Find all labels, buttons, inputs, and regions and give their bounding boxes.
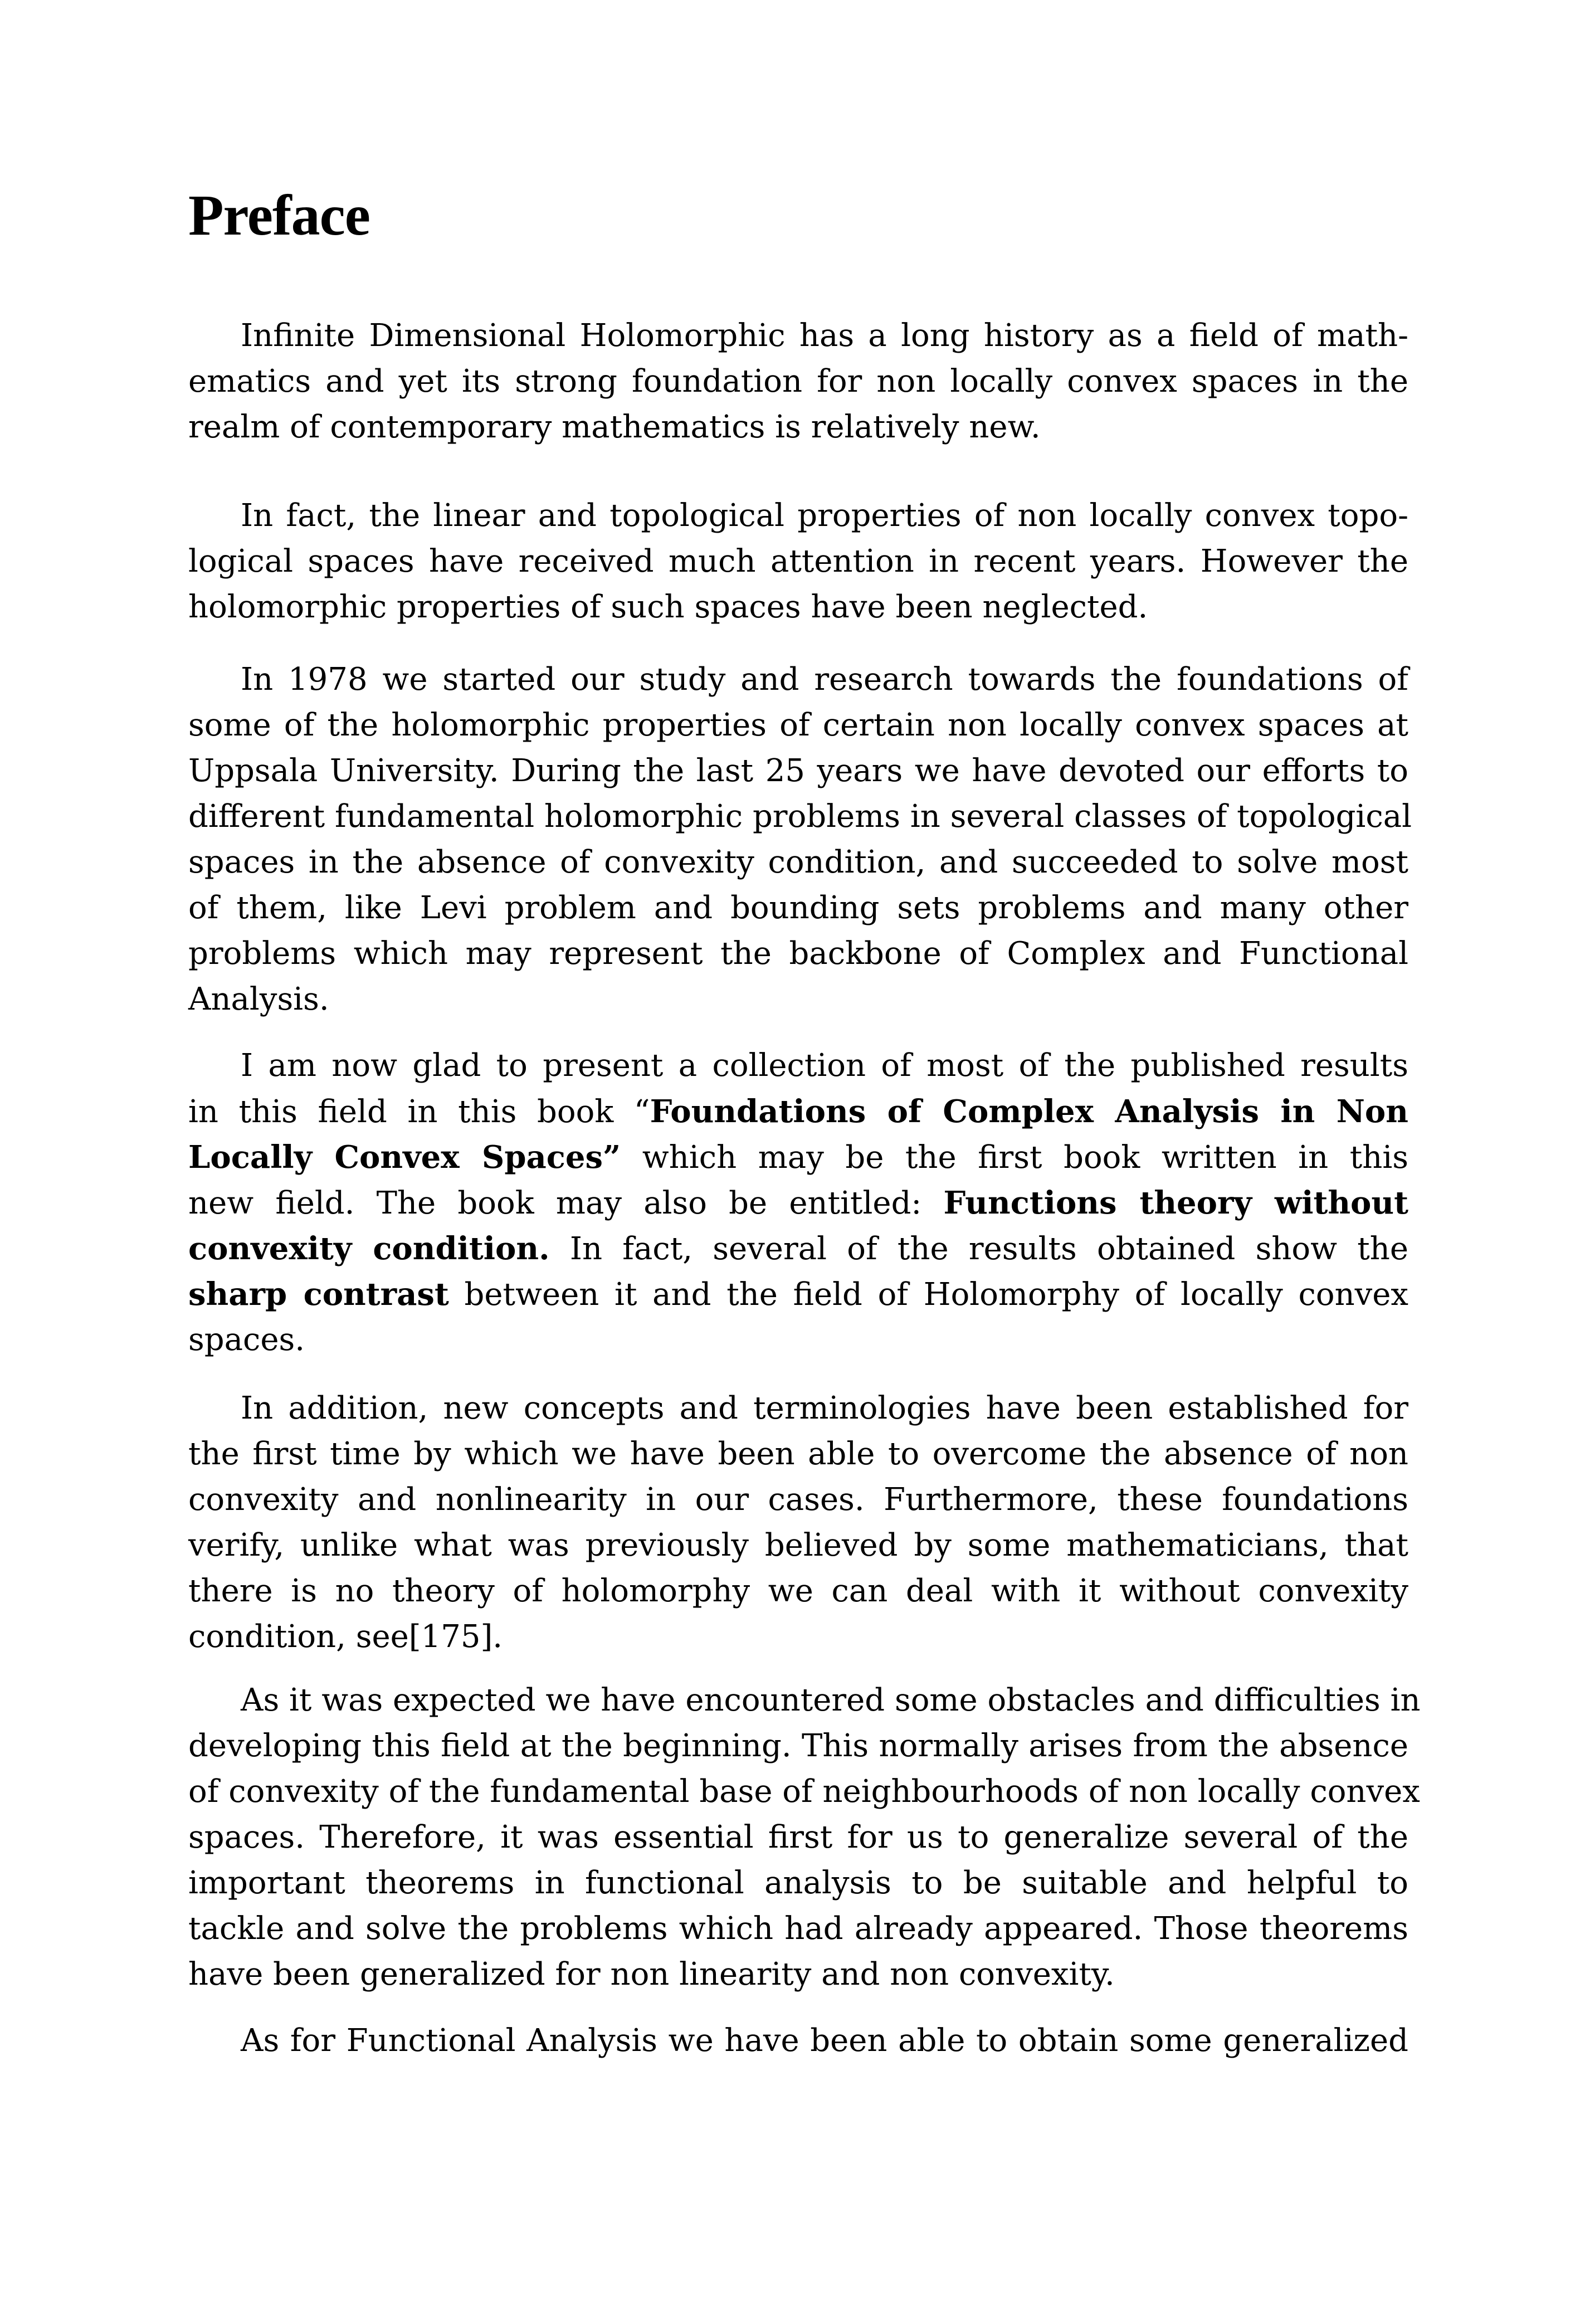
text-line: Locally Convex Spaces” which may be the first book written in this <box>188 1139 1409 1176</box>
text-line: spaces. <box>188 1322 305 1358</box>
text-line: of convexity of the fundamental base of neighbourhoods of non locally convex <box>188 1774 1420 1810</box>
text-line: In addition, new concepts and terminologies have been established for <box>241 1390 1408 1426</box>
text-line: Infinite Dimensional Holomorphic has a long history as a field of math- <box>241 318 1408 354</box>
text-line: Uppsala University. During the last 25 years we have devoted our efforts to <box>188 753 1408 789</box>
text-line: In 1978 we started our study and research towards the foundations of <box>241 661 1408 698</box>
text-line: holomorphic properties of such spaces have been neglected. <box>188 589 1148 625</box>
text-line: different fundamental holomorphic problems in several classes of topological <box>188 798 1412 835</box>
text-line: developing this field at the beginning. This normally arises from the absence <box>188 1728 1408 1764</box>
text-line: of them, like Levi problem and bounding sets problems and many other <box>188 890 1408 926</box>
bold-phrase: convexity condition. <box>188 1230 550 1267</box>
text-line: new field. The book may also be entitled: Functions theory without <box>188 1185 1408 1221</box>
text-line: Analysis. <box>188 981 329 1017</box>
text-line: convexity and nonlinearity in our cases. Furthermore, these foundations <box>188 1482 1408 1518</box>
text-line: important theorems in functional analysis to be suitable and helpful to <box>188 1865 1408 1901</box>
text-line: spaces in the absence of convexity condition, and succeeded to solve most <box>188 844 1408 880</box>
text-line: convexity condition. In fact, several of the results obtained show the <box>188 1230 1408 1267</box>
text-line: problems which may represent the backbone of Complex and Functional <box>188 936 1408 972</box>
text-line: in this field in this book “Foundations of Complex Analysis in Non <box>188 1093 1408 1130</box>
text-line: As for Functional Analysis we have been able to obtain some generalized <box>241 2023 1408 2059</box>
page-title: Preface <box>188 183 370 247</box>
text-line: there is no theory of holomorphy we can deal with it without convexity <box>188 1573 1408 1609</box>
text-line: the first time by which we have been able to overcome the absence of non <box>188 1436 1408 1472</box>
text-line: ematics and yet its strong foundation for non locally convex spaces in the <box>188 363 1408 399</box>
text-line: logical spaces have received much attention in recent years. However the <box>188 543 1408 579</box>
text-line: have been generalized for non linearity and non convexity. <box>188 1956 1115 1992</box>
bold-phrase: sharp contrast <box>188 1276 449 1313</box>
citation-line: condition, see[175]. <box>188 1619 503 1655</box>
text-line: sharp contrast between it and the field of Holomorphy of locally convex <box>188 1276 1408 1313</box>
text-line: As it was expected we have encountered some obstacles and difficulties in <box>241 1682 1421 1718</box>
bold-phrase: Functions theory without <box>943 1185 1408 1221</box>
text-line: spaces. Therefore, it was essential first for us to generalize several of the <box>188 1819 1408 1855</box>
bold-phrase: Foundations of Complex Analysis in Non <box>650 1093 1408 1130</box>
text-line: In fact, the linear and topological properties of non locally convex topo- <box>241 498 1408 534</box>
text-line: verify, unlike what was previously believed by some mathematicians, that <box>188 1527 1408 1563</box>
text-line: some of the holomorphic properties of certain non locally convex spaces at <box>188 707 1408 743</box>
text-line: I am now glad to present a collection of most of the published results <box>241 1047 1408 1084</box>
text-line: tackle and solve the problems which had already appeared. Those theorems <box>188 1911 1408 1947</box>
bold-phrase: Locally Convex Spaces” <box>188 1139 621 1176</box>
text-line: realm of contemporary mathematics is relatively new. <box>188 409 1041 445</box>
